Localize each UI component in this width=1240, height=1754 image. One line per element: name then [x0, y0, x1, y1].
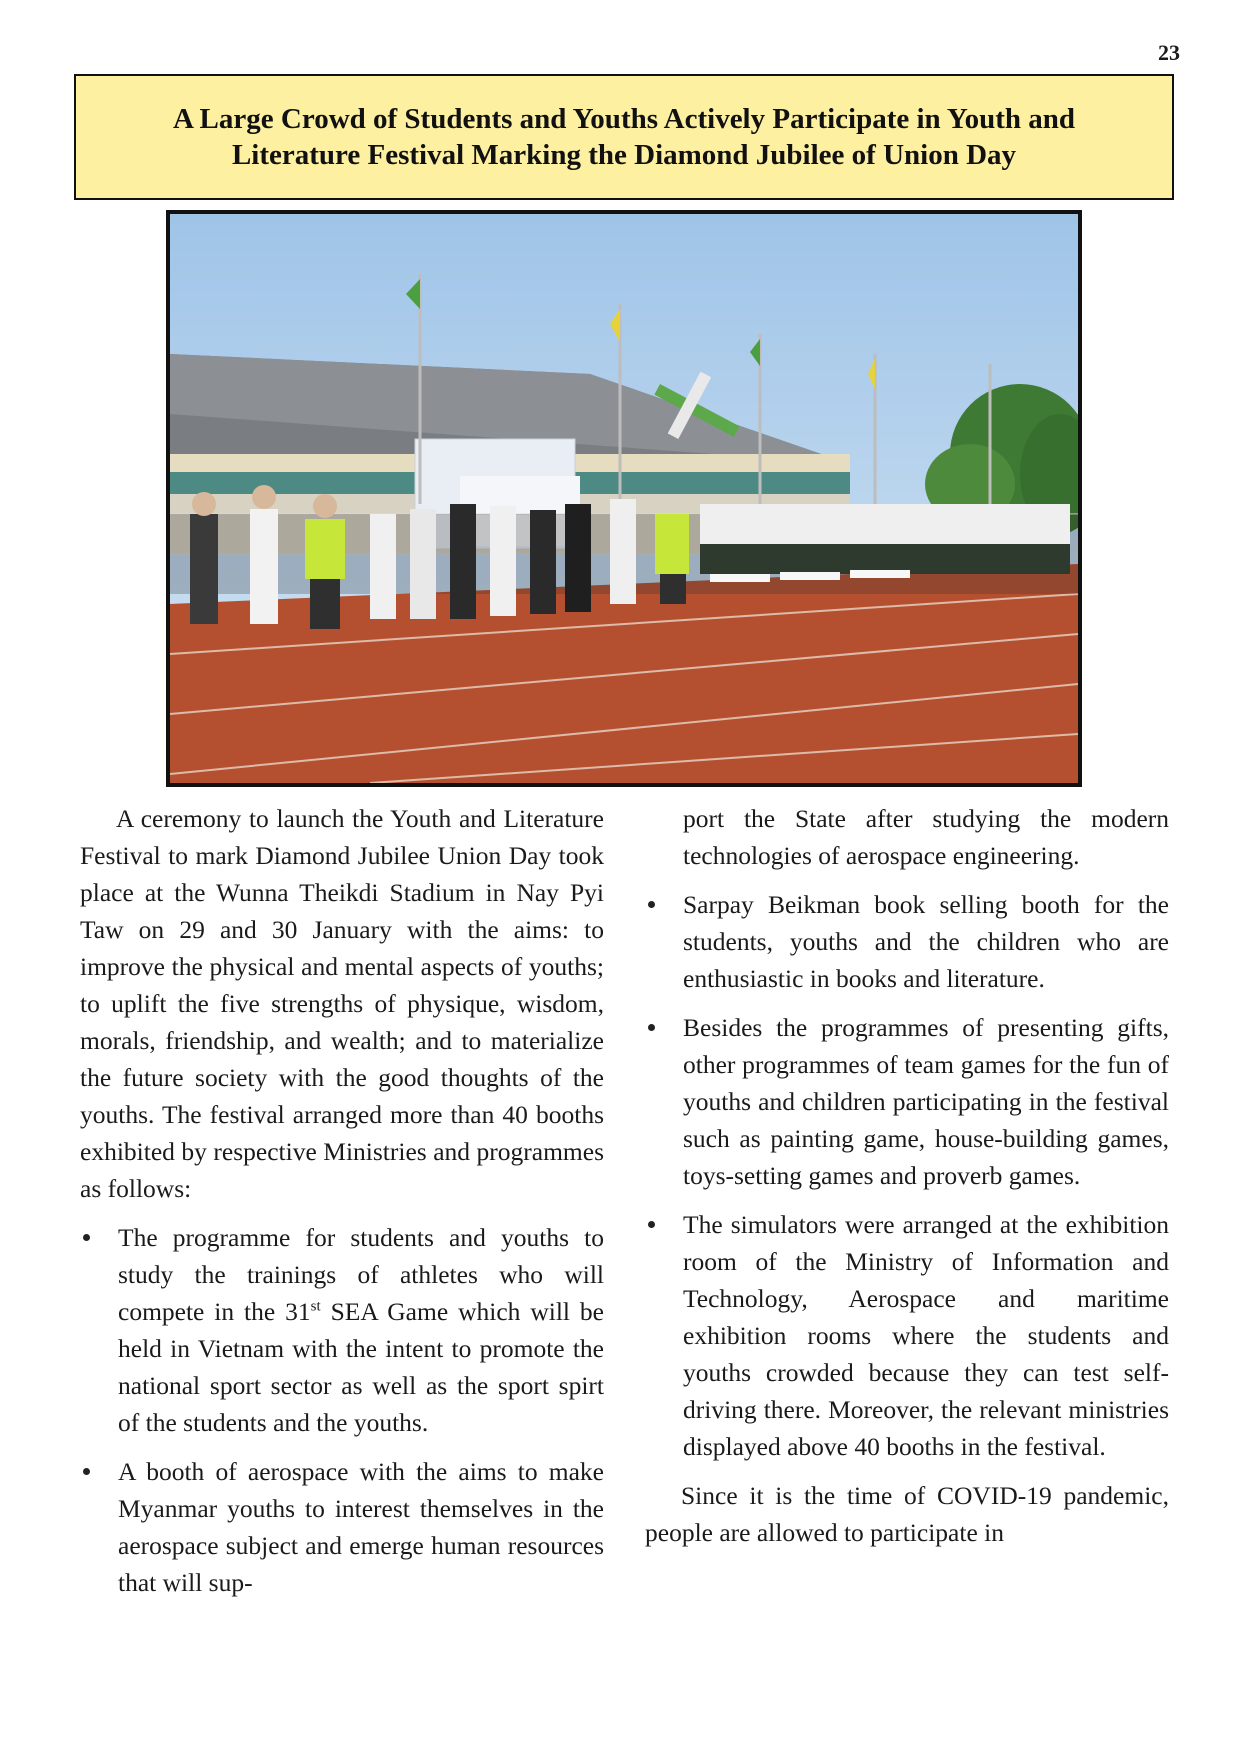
aerospace-continuation: port the State after studying the modern technologies of aerospace engineering.: [683, 804, 1169, 870]
right-bullet-list: [645, 886, 1169, 1465]
bullet-aerospace-text: A booth of aerospace with the aims to make Myanmar youths to interest themselves in the aerospace subject and emerge human resources that will sup-: [118, 1457, 604, 1597]
bullet-team-games: Besides the programmes of presenting gifts, other programmes of team games for the fun of youths and children participating in the festival such as painting game, house-building games, toys-setting games and proverb games.: [645, 1009, 1169, 1194]
article-title-line-1: A Large Crowd of Students and Youths Actively Participate in Youth and: [172, 103, 1076, 135]
article-title-box: [74, 74, 1174, 200]
festival-photo-illustration: [170, 214, 1078, 783]
left-column: [80, 800, 604, 1601]
bullet-sea-games-text: The programme for students and youths to study the trainings of athletes who will compete in the 31: [118, 1223, 604, 1326]
article-title-line-2: Literature Festival Marking the Diamond Jubilee of Union Day: [231, 139, 1017, 171]
page-number: 23: [1158, 40, 1180, 65]
bullet-sea-games-text-end: SEA Game which will be held in Vietnam with the intent to promote the national sport sector as well as the sport spirt of the students and the youths.: [118, 1297, 604, 1437]
festival-photo: [166, 210, 1082, 787]
bullet-sea-games: [80, 1219, 604, 1441]
bullet-simulators: The simulators were arranged at the exhibition room of the Ministry of Information and Technology, Aerospace and maritime exhibition rooms where the students and youths crowded because they can test self-driving there. Moreover, the relevant ministries displayed above 40 booths in the festival.: [645, 1206, 1169, 1465]
left-bullet-list: [80, 1219, 604, 1601]
right-column: [645, 800, 1169, 1551]
bullet-sarpay-beikman: Sarpay Beikman book selling booth for the students, youths and the children who are enthusiastic in books and literature.: [645, 886, 1169, 997]
closing-paragraph: Since it is the time of COVID-19 pandemic, people are allowed to participate in: [645, 1481, 1169, 1547]
bullet-sea-games-superscript: st: [310, 1298, 321, 1315]
bullet-aerospace: [80, 1453, 604, 1601]
intro-paragraph: A ceremony to launch the Youth and Literature Festival to mark Diamond Jubilee Union Day took place at the Wunna Theikdi Stadium in Nay Pyi Taw on 29 and 30 January with the aims: to improve the physical and mental aspects of youths; to uplift the five strengths of physique, wisdom, morals, friendship, and wealth; and to materialize the future society with the good thoughts of the youths. The festival arranged more than 40 booths exhibited by respective Ministries and programmes as follows:: [80, 804, 604, 1203]
